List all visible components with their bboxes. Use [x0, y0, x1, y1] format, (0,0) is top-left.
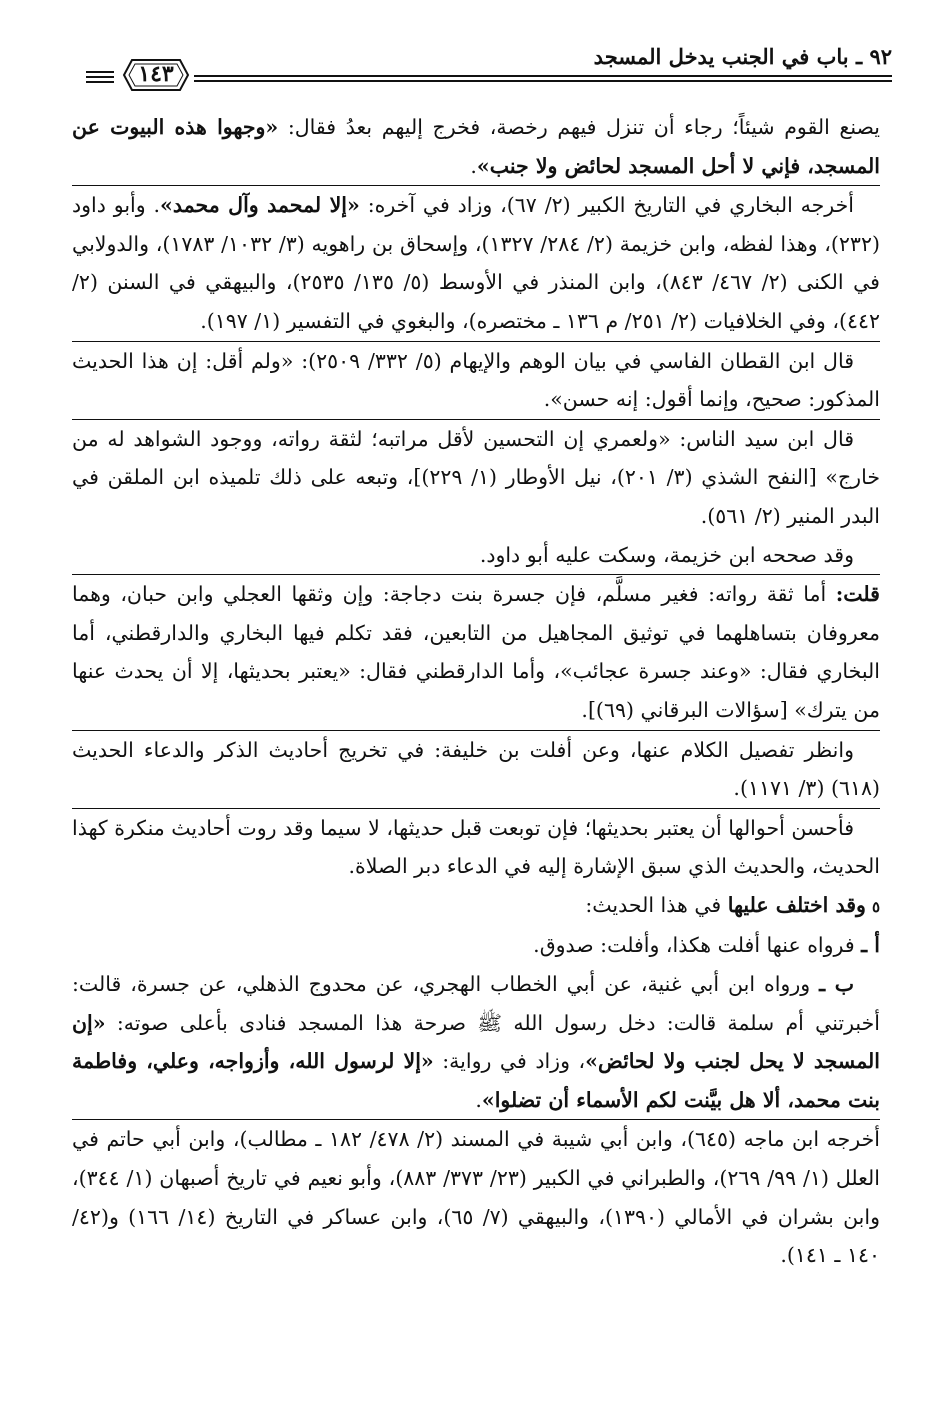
paragraph — [72, 574, 880, 729]
paragraph-text: . — [475, 1087, 482, 1112]
paragraph-lead: قلت: — [835, 582, 880, 607]
paragraph — [72, 185, 880, 340]
paragraph-lead: أ ـ — [861, 933, 880, 958]
hadith-quote: «إلا لمحمد وآل محمد» — [160, 193, 360, 218]
page-number-badge — [122, 56, 190, 94]
paragraph-text: فرواه عنها أفلت هكذا، وأفلت: صدوق. — [533, 933, 862, 958]
paragraph-text: قال ابن القطان الفاسي في بيان الوهم والإيهام (٥/ ٣٣٢/ ٢٥٠٩): «ولم أقل: إن هذا الحديث المذكور: صحيح، وإنما أقول: إنه حسن». — [72, 348, 880, 412]
paragraph-text: قال ابن سيد الناس: «ولعمري إن التحسين لأقل مراتبه؛ لثقة رواته، ووجود الشواهد له من خارج» [النفح الشذي (٣/ ٢٠١)، نيل الأوطار (١/ ٢٢٩)]، وتبعه على ذلك تلميذه ابن الملقن في البدر المنير (٢/ ٥٦١). — [72, 426, 880, 528]
paragraph — [72, 341, 880, 419]
paragraph — [72, 108, 880, 185]
paragraph-text: . — [470, 153, 477, 178]
paragraph-text: أما ثقة رواته: فغير مسلَّم، فإن جسرة بنت دجاجة: وإن وثقها العجلي وابن حبان، وهما معروفان بتساهلهما في توثيق المجاهيل من التابعين، فقد تكلم فيها البخاري والدارقطني، أما البخاري فقال: «وعند جسرة عجائب»، وأما الدارقطني فقال: «يعتبر بحديثها، إلا أن يحدث عنها من يترك» [سؤالات البرقاني (٦٩)]. — [72, 582, 880, 722]
paragraph — [72, 808, 880, 886]
hadith-quote: «وجهوا هذه البيوت عن المسجد، فإني لا أحل المسجد لحائض ولا جنب» — [72, 115, 880, 178]
header-rule — [86, 71, 114, 73]
paragraph-text: . وأبو داود (٢٣٢)، وهذا لفظه، وابن خزيمة (٢/ ٢٨٤/ ١٣٢٧)، وإسحاق بن راهويه (٣/ ١٠٣٢/ ١٧٨٣)، والدولابي في الكنى (٢/ ٤٦٧/ ٨٤٣)، وابن المنذر في الأوسط (٥/ ١٣٥/ ٢٥٣٥)، والبيهقي في السنن (٢/ ٤٤٢)، وفي الخلافيات (٢/ ٢٥١/ م ١٣٦ ـ مختصره)، والبغوي في التفسير (١/ ١٩٧). — [72, 193, 880, 333]
chapter-title: ٩٢ ـ باب في الجنب يدخل المسجد — [593, 44, 892, 69]
header-rule — [86, 76, 114, 78]
hadith-quote: «إلا لرسول الله، وأزواجه، وعلي، وفاطمة بنت محمد، ألا هل بيَّنت لكم الأسماء أن تضلوا» — [72, 1049, 880, 1112]
page-number: ١٤٣ — [138, 61, 174, 87]
paragraph-text: ورواه ابن أبي غنية، عن أبي الخطاب الهجري، عن محدوج الذهلي، عن جسرة، قالت: أخبرتني أم سلمة قالت: دخل رسول الله ﷺ صرحة هذا المسجد فنادى بأعلى صوته: — [72, 972, 880, 1035]
paragraph — [72, 419, 880, 536]
paragraph — [72, 965, 880, 1119]
paragraph — [72, 1119, 880, 1274]
paragraph-text: أخرجه البخاري في التاريخ الكبير (٢/ ٦٧)، وزاد في آخره: — [359, 193, 854, 218]
bullet-icon: ٥ — [871, 897, 880, 916]
paragraph-lead: ب ـ — [819, 972, 854, 997]
header-rule — [194, 75, 892, 77]
paragraph-text: وقد صححه ابن خزيمة، وسكت عليه أبو داود. — [479, 542, 854, 567]
paragraph-text: يصنع القوم شيئاً؛ رجاء أن تنزل فيهم رخصة، فخرج إليهم بعدُ فقال: — [278, 115, 880, 139]
header-rule — [86, 81, 114, 83]
page-header — [86, 38, 892, 102]
paragraph-text: ، وزاد في رواية: — [433, 1049, 586, 1074]
paragraph-lead: وقد اختلف عليها — [727, 892, 866, 917]
paragraph-text: وانظر تفصيل الكلام عنها، وعن أفلت بن خليفة: في تخريج أحاديث الذكر والدعاء الحديث (٦١٨) (٣/ ١١٧١). — [72, 737, 880, 801]
page-body — [72, 108, 880, 1275]
paragraph-text: أخرجه ابن ماجه (٦٤٥)، وابن أبي شيبة في المسند (٢/ ٤٧٨/ ١٨٢ ـ مطالب)، وابن أبي حاتم في العلل (١/ ٩٩/ ٢٦٩)، والطبراني في الكبير (٢٣/ ٣٧٣/ ٨٨٣)، وأبو نعيم في تاريخ أصبهان (١/ ٣٤٤)، وابن بشران في الأمالي (١٣٩٠)، والبيهقي (٧/ ٦٥)، وابن عساكر في التاريخ (١٤/ ١٦٦) و(٤٢/ ١٤٠ ـ ١٤١). — [72, 1127, 880, 1268]
paragraph-text: في هذا الحديث: — [585, 892, 728, 917]
paragraph — [72, 926, 880, 965]
paragraph — [72, 730, 880, 808]
hadith-quote: «إن المسجد لا يحل لجنب ولا لحائض» — [72, 1010, 880, 1074]
paragraph — [72, 886, 880, 927]
paragraph — [72, 536, 880, 575]
header-rule — [194, 80, 892, 82]
paragraph-text: فأحسن أحوالها أن يعتبر بحديثها؛ فإن توبعت قبل حديثها، لا سيما وقد روت أحاديث منكرة كهذا الحديث، والحديث الذي سبق الإشارة إليه في الدعاء دبر الصلاة. — [72, 815, 880, 879]
